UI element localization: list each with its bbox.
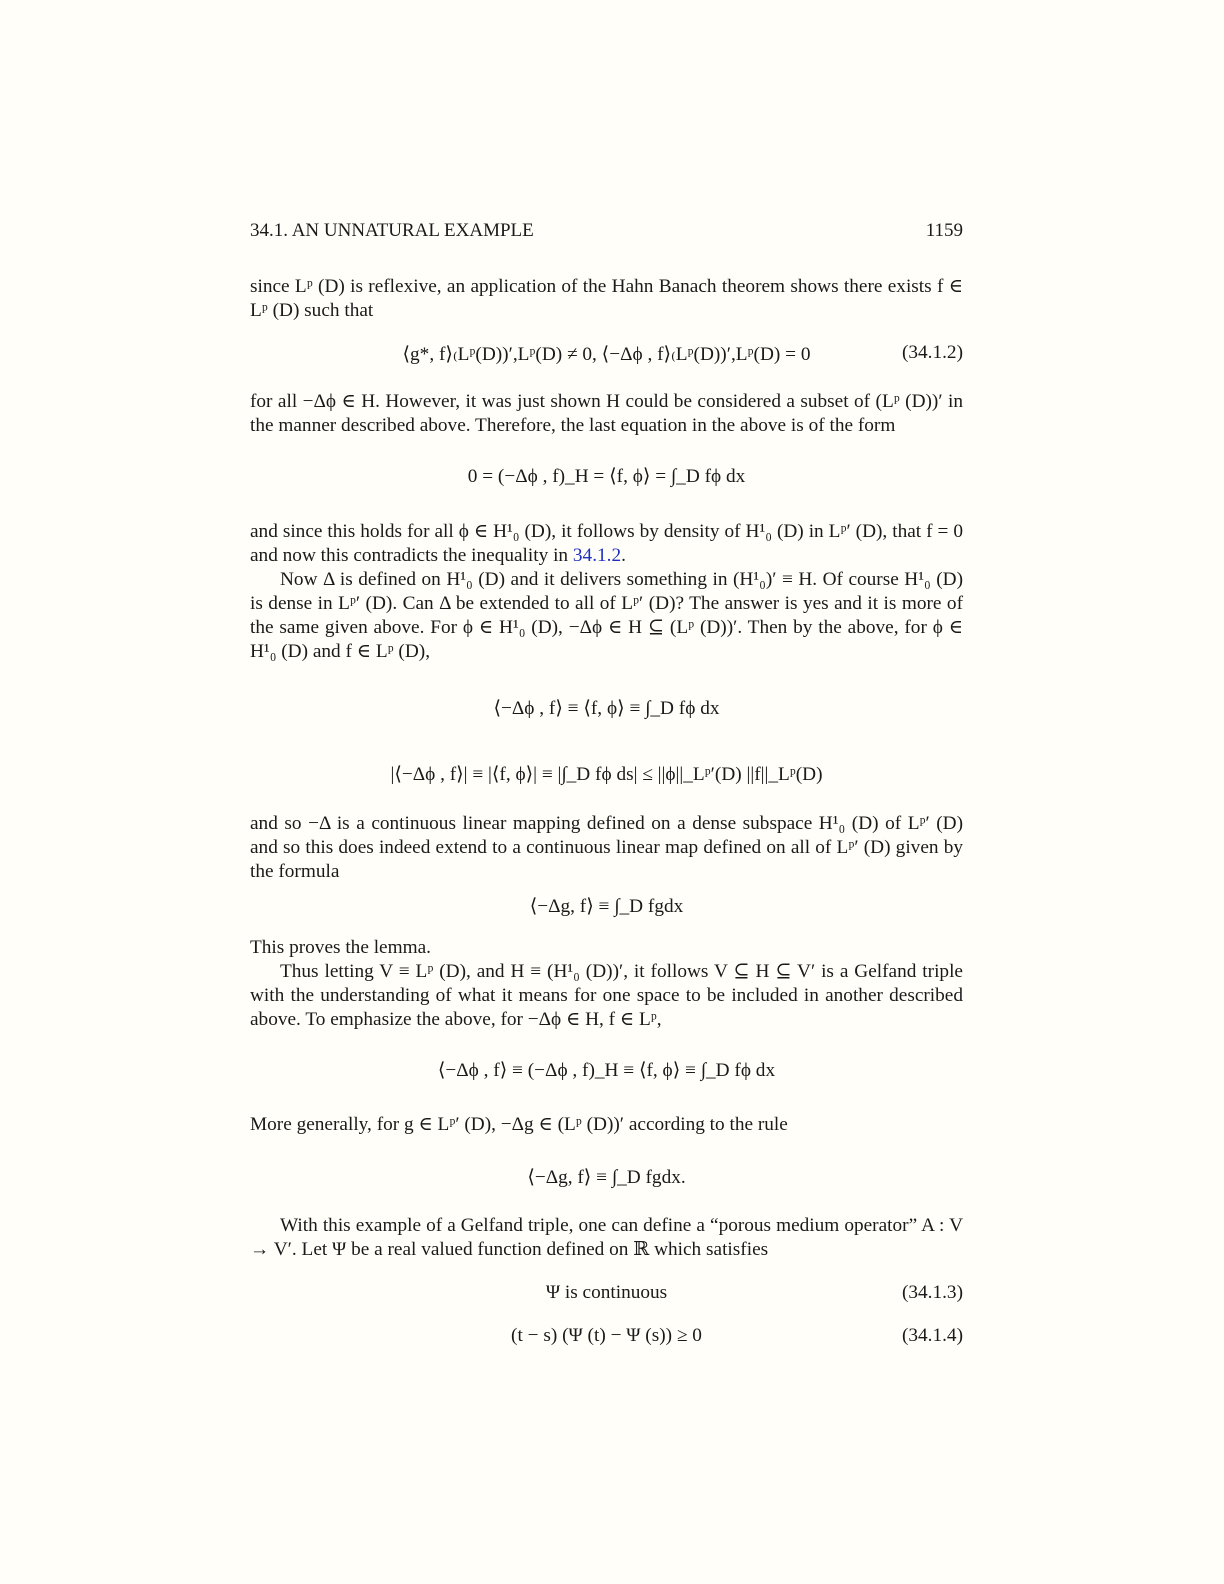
running-header: [250, 220, 963, 242]
equation-content: Ψ is continuous: [545, 1282, 668, 1303]
paragraph-extension: Now Δ is defined on H¹₀ (D) and it delivers something in (H¹₀)′ ≡ H. Of course H¹₀ (D) is dense in Lᵖ′ (D). Can Δ be extended to all of Lᵖ′ (D)? The answer is yes and it is more of the same given above. For ϕ ∈ H¹₀ (D), −Δϕ ∈ H ⊆ (Lᵖ (D))′. Then by the above, for ϕ ∈ H¹₀ (D) and f ∈ Lᵖ (D),: [250, 569, 963, 662]
equation-number: (34.1.3): [901, 1282, 963, 1303]
paragraph-for-all: for all −Δϕ ∈ H. However, it was just shown H could be considered a subset of (Lᵖ (D))′ in the manner described above. Therefore, the last equation in the above is of the form: [250, 391, 963, 436]
paragraph-density: and since this holds for all ϕ ∈ H¹₀ (D), it follows by density of H¹₀ (D) in Lᵖ′ (D), that f = 0 and now this contradicts the inequality in 34.1.2.: [250, 521, 963, 566]
paragraph-density-text: and since this holds for all ϕ ∈ H¹₀ (D), it follows by density of H¹₀ (D) in Lᵖ′ (D), that f = 0 and now this contradicts the inequality in: [250, 521, 963, 566]
equation-bound: |⟨−Δϕ , f⟩| ≡ |⟨f, ϕ⟩| ≡ |∫_D fϕ ds| ≤ ||ϕ||_Lᵖ′(D) ||f||_Lᵖ(D): [390, 764, 823, 785]
equation-34-1-3: [250, 1282, 963, 1304]
page-number: 1159: [925, 220, 963, 241]
equation-zero: 0 = (−Δϕ , f)_H = ⟨f, ϕ⟩ = ∫_D fϕ dx: [467, 466, 746, 487]
paragraph-gelfand: Thus letting V ≡ Lᵖ (D), and H ≡ (H¹₀ (D))′, it follows V ⊆ H ⊆ V′ is a Gelfand triple with the understanding of what it means for one space to be included in another described above. To emphasize the above, for −Δϕ ∈ H, f ∈ Lᵖ,: [250, 961, 963, 1030]
paragraph-reflexive: since Lᵖ (D) is reflexive, an application of the Hahn Banach theorem shows there exists f ∈ Lᵖ (D) such that: [250, 276, 963, 321]
section-title: 34.1. AN UNNATURAL EXAMPLE: [250, 220, 534, 241]
equation-pairing: ⟨−Δϕ , f⟩ ≡ ⟨f, ϕ⟩ ≡ ∫_D fϕ dx: [493, 698, 720, 719]
paragraph-porous: With this example of a Gelfand triple, one can define a “porous medium operator” A : V → V′. Let Ψ be a real valued function defined on ℝ which satisfies: [250, 1215, 963, 1260]
equation-rule: ⟨−Δg, f⟩ ≡ ∫_D fgdx.: [527, 1167, 686, 1188]
equation-number: (34.1.4): [901, 1325, 963, 1346]
equation-emphasis: ⟨−Δϕ , f⟩ ≡ (−Δϕ , f)_H ≡ ⟨f, ϕ⟩ ≡ ∫_D fϕ dx: [437, 1060, 776, 1081]
paragraph-continuous: and so −Δ is a continuous linear mapping defined on a dense subspace H¹₀ (D) of Lᵖ′ (D) and so this does indeed extend to a continuous linear map defined on all of Lᵖ′ (D) given by the formula: [250, 813, 963, 882]
paragraph-proof-end: This proves the lemma.: [250, 937, 431, 958]
equation-number: (34.1.2): [901, 342, 963, 363]
equation-content: (t − s) (Ψ (t) − Ψ (s)) ≥ 0: [511, 1325, 702, 1346]
equation-content: ⟨g*, f⟩₍Lᵖ(D))′,Lᵖ(D) ≠ 0, ⟨−Δϕ , f⟩₍Lᵖ(D))′,Lᵖ(D) = 0: [402, 344, 811, 365]
equation-formula: ⟨−Δg, f⟩ ≡ ∫_D fgdx: [529, 896, 684, 917]
paragraph-general: More generally, for g ∈ Lᵖ′ (D), −Δg ∈ (Lᵖ (D))′ according to the rule: [250, 1114, 788, 1135]
equation-link-34-1-2[interactable]: 34.1.2: [572, 545, 622, 566]
equation-34-1-4: [250, 1325, 963, 1347]
equation-34-1-2: [250, 342, 963, 366]
